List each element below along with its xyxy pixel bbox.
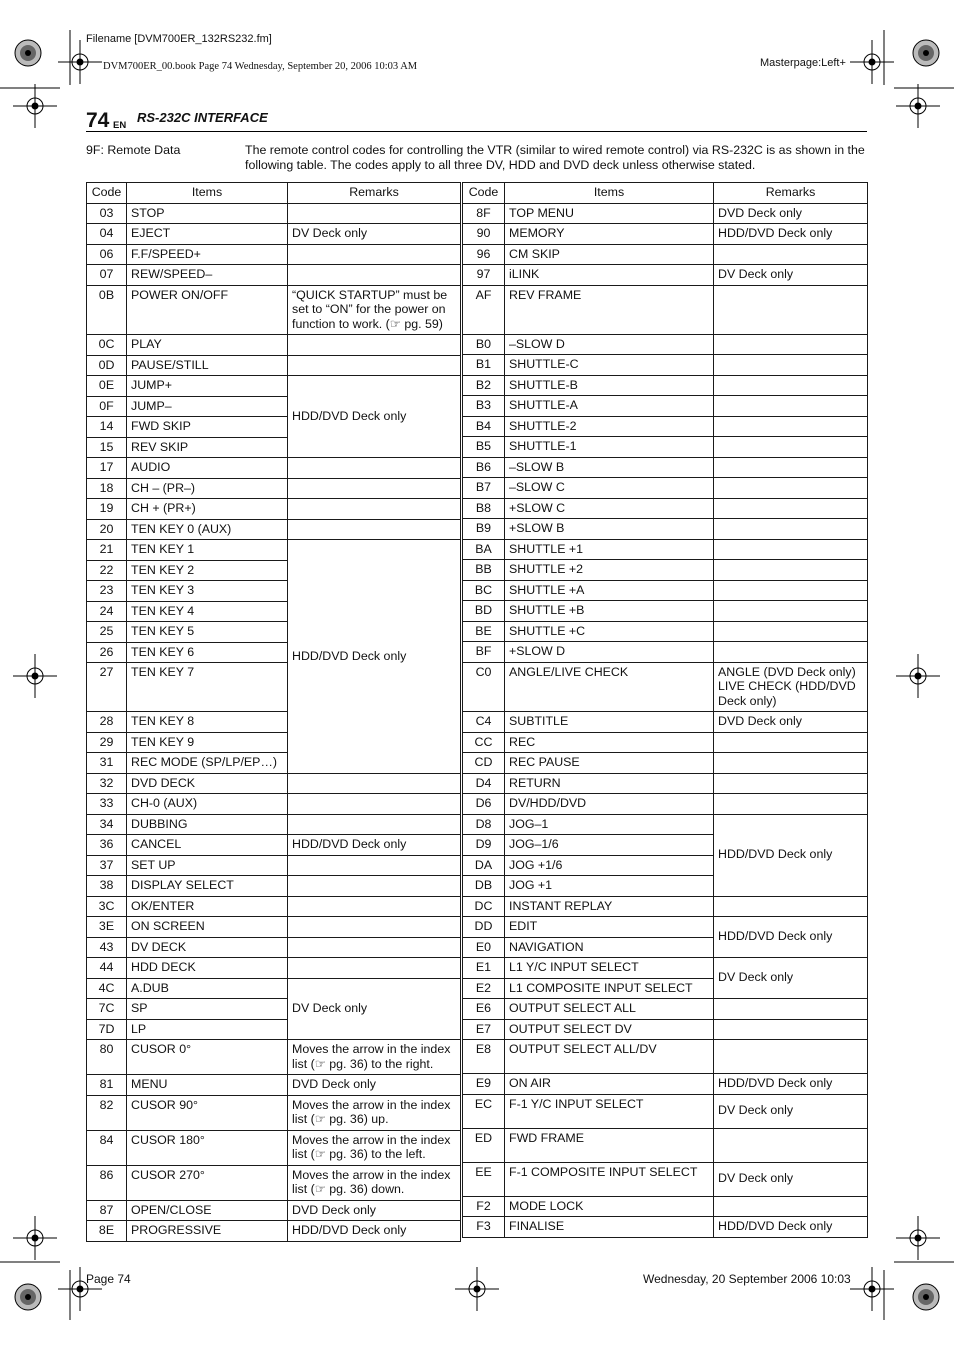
code-cell: 17 — [87, 458, 127, 479]
item-cell: TEN KEY 7 — [127, 663, 288, 712]
remark-cell: DVD Deck only — [288, 1075, 461, 1096]
header-remarks: Remarks — [288, 183, 461, 204]
code-cell: 36 — [87, 835, 127, 856]
remark-cell — [714, 642, 868, 663]
header-code: Code — [87, 183, 127, 204]
item-cell: ON SCREEN — [127, 917, 288, 938]
code-cell: C0 — [463, 662, 505, 712]
code-cell: B9 — [463, 519, 505, 540]
remark-cell: DV Deck only — [714, 1162, 868, 1196]
item-cell: –SLOW D — [505, 334, 714, 355]
remark-cell — [714, 396, 868, 417]
remark-cell — [288, 203, 461, 224]
item-cell: PLAY — [127, 335, 288, 356]
remark-cell: ANGLE (DVD Deck only) LIVE CHECK (HDD/DVD Deck only) — [714, 662, 868, 712]
item-cell: FWD FRAME — [505, 1128, 714, 1162]
code-cell: E9 — [463, 1074, 505, 1095]
header-remarks: Remarks — [714, 183, 868, 204]
item-cell: REV SKIP — [127, 437, 288, 458]
item-cell: TOP MENU — [505, 203, 714, 224]
item-cell: RETURN — [505, 773, 714, 794]
item-cell: iLINK — [505, 265, 714, 286]
remark-cell — [714, 560, 868, 581]
remark-cell: DVD Deck only — [714, 712, 868, 733]
filename-label: Filename [DVM700ER_132RS232.fm] — [86, 33, 272, 45]
code-cell: 44 — [87, 958, 127, 979]
remark-cell: HDD/DVD Deck only — [714, 1074, 868, 1095]
item-cell: –SLOW C — [505, 478, 714, 499]
item-cell: OUTPUT SELECT ALL/DV — [505, 1040, 714, 1074]
masterpage-label: Masterpage:Left+ — [760, 57, 846, 69]
remark-cell — [288, 917, 461, 938]
item-cell: +SLOW D — [505, 642, 714, 663]
code-cell: 90 — [463, 224, 505, 245]
language-tag: EN — [113, 120, 127, 131]
code-cell: B3 — [463, 396, 505, 417]
code-cell: 97 — [463, 265, 505, 286]
item-cell: JOG +1/6 — [505, 855, 714, 876]
page-number: 74 — [86, 109, 110, 132]
item-cell: CH – (PR–) — [127, 478, 288, 499]
code-cell: F3 — [463, 1217, 505, 1238]
item-cell: SP — [127, 999, 288, 1020]
remark-cell: DV Deck only — [288, 224, 461, 245]
remark-cell — [714, 244, 868, 265]
code-cell: 07 — [87, 265, 127, 286]
item-cell: REV FRAME — [505, 285, 714, 334]
code-cell: 81 — [87, 1075, 127, 1096]
code-cell: B2 — [463, 375, 505, 396]
item-cell: SHUTTLE +1 — [505, 539, 714, 560]
code-cell: 27 — [87, 663, 127, 712]
item-cell: SHUTTLE +C — [505, 621, 714, 642]
item-cell: –SLOW B — [505, 457, 714, 478]
code-cell: 20 — [87, 519, 127, 540]
remark-cell — [714, 334, 868, 355]
item-cell: TEN KEY 9 — [127, 732, 288, 753]
item-cell: TEN KEY 1 — [127, 540, 288, 561]
remark-cell: Moves the arrow in the index list (☞ pg. 36) to the right. — [288, 1040, 461, 1075]
code-cell: 03 — [87, 203, 127, 224]
code-cell: 7D — [87, 1019, 127, 1040]
header-code: Code — [463, 183, 505, 204]
code-cell: 19 — [87, 499, 127, 520]
item-cell: TEN KEY 8 — [127, 712, 288, 733]
item-cell: DVD DECK — [127, 773, 288, 794]
section-title: RS-232C INTERFACE — [137, 110, 268, 125]
code-cell: 43 — [87, 937, 127, 958]
remark-cell — [288, 244, 461, 265]
item-cell: L1 COMPOSITE INPUT SELECT — [505, 978, 714, 999]
code-cell: D4 — [463, 773, 505, 794]
code-cell: E7 — [463, 1019, 505, 1040]
code-cell: BD — [463, 601, 505, 622]
code-cell: 18 — [87, 478, 127, 499]
remote-codes-table-left — [86, 182, 461, 1242]
remark-cell — [288, 265, 461, 286]
book-info-line: DVM700ER_00.book Page 74 Wednesday, September 20, 2006 10:03 AM — [103, 61, 418, 72]
code-cell: 26 — [87, 642, 127, 663]
item-cell: A.DUB — [127, 978, 288, 999]
code-cell: 3E — [87, 917, 127, 938]
code-cell: 31 — [87, 753, 127, 774]
code-cell: 21 — [87, 540, 127, 561]
remark-cell: Moves the arrow in the index list (☞ pg. 36) up. — [288, 1095, 461, 1130]
code-cell: B0 — [463, 334, 505, 355]
code-cell: 33 — [87, 794, 127, 815]
remark-cell — [288, 794, 461, 815]
code-cell: DA — [463, 855, 505, 876]
remark-cell — [288, 876, 461, 897]
code-cell: 15 — [87, 437, 127, 458]
code-cell: AF — [463, 285, 505, 334]
code-cell: EC — [463, 1094, 505, 1128]
code-cell: BA — [463, 539, 505, 560]
item-cell: ANGLE/LIVE CHECK — [505, 662, 714, 712]
remark-cell — [714, 896, 868, 917]
remark-cell — [714, 1128, 868, 1162]
code-cell: BB — [463, 560, 505, 581]
remark-cell — [714, 794, 868, 815]
code-cell: 24 — [87, 601, 127, 622]
item-cell: CUSOR 0° — [127, 1040, 288, 1075]
item-cell: MEMORY — [505, 224, 714, 245]
remark-cell — [714, 621, 868, 642]
code-cell: ED — [463, 1128, 505, 1162]
item-cell: OK/ENTER — [127, 896, 288, 917]
remark-cell: DVD Deck only — [714, 203, 868, 224]
item-cell: AUDIO — [127, 458, 288, 479]
remark-cell — [714, 732, 868, 753]
code-cell: C4 — [463, 712, 505, 733]
item-cell: SHUTTLE +A — [505, 580, 714, 601]
remark-cell — [288, 335, 461, 356]
remark-cell — [288, 958, 461, 979]
code-cell: 87 — [87, 1200, 127, 1221]
code-cell: E1 — [463, 958, 505, 979]
remark-cell — [288, 937, 461, 958]
remark-cell — [288, 896, 461, 917]
code-cell: 0D — [87, 355, 127, 376]
code-cell: E6 — [463, 999, 505, 1020]
item-cell: SET UP — [127, 855, 288, 876]
remark-cell: DV Deck only — [714, 265, 868, 286]
item-cell: FWD SKIP — [127, 417, 288, 438]
remark-cell: “QUICK STARTUP” must be set to “ON” for the power on function to work. (☞ pg. 59) — [288, 285, 461, 335]
remark-cell — [714, 457, 868, 478]
code-cell: B7 — [463, 478, 505, 499]
remote-codes-table-right — [462, 182, 868, 1238]
item-cell: REC MODE (SP/LP/EP…) — [127, 753, 288, 774]
item-cell: MENU — [127, 1075, 288, 1096]
item-cell: OPEN/CLOSE — [127, 1200, 288, 1221]
remark-cell — [714, 416, 868, 437]
remark-cell: HDD/DVD Deck only — [714, 1217, 868, 1238]
code-cell: E8 — [463, 1040, 505, 1074]
item-cell: PROGRESSIVE — [127, 1221, 288, 1242]
code-cell: 32 — [87, 773, 127, 794]
remark-cell: DVD Deck only — [288, 1200, 461, 1221]
code-cell: 23 — [87, 581, 127, 602]
item-cell: SHUTTLE-A — [505, 396, 714, 417]
remark-cell — [714, 539, 868, 560]
item-cell: POWER ON/OFF — [127, 285, 288, 335]
remark-cell — [714, 355, 868, 376]
item-cell: CH-0 (AUX) — [127, 794, 288, 815]
item-cell: F-1 Y/C INPUT SELECT — [505, 1094, 714, 1128]
item-cell: PAUSE/STILL — [127, 355, 288, 376]
item-cell: TEN KEY 0 (AUX) — [127, 519, 288, 540]
code-cell: E2 — [463, 978, 505, 999]
item-cell: EJECT — [127, 224, 288, 245]
item-cell: EDIT — [505, 917, 714, 938]
item-cell: TEN KEY 3 — [127, 581, 288, 602]
intro-paragraph: The remote control codes for controlling the VTR (similar to wired remote control) via RS-232C is as shown in the following table. The codes apply to all three DV, HDD and DVD deck unless otherwise stated. — [245, 143, 865, 172]
remark-cell: HDD/DVD Deck only — [288, 835, 461, 856]
code-cell: 7C — [87, 999, 127, 1020]
item-cell: CANCEL — [127, 835, 288, 856]
item-cell: ON AIR — [505, 1074, 714, 1095]
code-cell: D6 — [463, 794, 505, 815]
code-cell: DD — [463, 917, 505, 938]
remark-cell: DV Deck only — [288, 978, 461, 1040]
code-cell: DC — [463, 896, 505, 917]
remark-cell: DV Deck only — [714, 958, 868, 999]
remark-cell — [714, 1019, 868, 1040]
item-cell: OUTPUT SELECT DV — [505, 1019, 714, 1040]
code-cell: 25 — [87, 622, 127, 643]
item-cell: SHUTTLE-2 — [505, 416, 714, 437]
remark-cell: HDD/DVD Deck only — [288, 376, 461, 458]
code-cell: B1 — [463, 355, 505, 376]
footer-date-label: Wednesday, 20 September 2006 10:03 — [643, 1272, 851, 1286]
code-cell: F2 — [463, 1196, 505, 1217]
remark-cell — [288, 355, 461, 376]
code-cell: 0C — [87, 335, 127, 356]
item-cell: +SLOW B — [505, 519, 714, 540]
item-cell: STOP — [127, 203, 288, 224]
code-cell: B8 — [463, 498, 505, 519]
code-cell: 29 — [87, 732, 127, 753]
item-cell: DISPLAY SELECT — [127, 876, 288, 897]
item-cell: DUBBING — [127, 814, 288, 835]
remark-cell — [714, 1040, 868, 1074]
remark-cell — [288, 519, 461, 540]
item-cell: L1 Y/C INPUT SELECT — [505, 958, 714, 979]
header-items: Items — [127, 183, 288, 204]
code-cell: B4 — [463, 416, 505, 437]
remark-cell — [714, 285, 868, 334]
remark-cell: HDD/DVD Deck only — [288, 1221, 461, 1242]
code-cell: 06 — [87, 244, 127, 265]
item-cell: SHUTTLE-B — [505, 375, 714, 396]
code-cell: 0F — [87, 396, 127, 417]
item-cell: DV DECK — [127, 937, 288, 958]
remark-cell — [714, 753, 868, 774]
item-cell: CH + (PR+) — [127, 499, 288, 520]
item-cell: JOG–1 — [505, 814, 714, 835]
code-cell: 04 — [87, 224, 127, 245]
item-cell: JUMP+ — [127, 376, 288, 397]
item-cell: CM SKIP — [505, 244, 714, 265]
remark-cell: HDD/DVD Deck only — [714, 917, 868, 958]
item-cell: HDD DECK — [127, 958, 288, 979]
remark-cell — [714, 437, 868, 458]
code-cell: 37 — [87, 855, 127, 876]
code-cell: D8 — [463, 814, 505, 835]
code-cell: 86 — [87, 1165, 127, 1200]
item-cell: SHUTTLE +B — [505, 601, 714, 622]
remark-cell — [714, 478, 868, 499]
remark-cell: HDD/DVD Deck only — [714, 814, 868, 896]
item-cell: JOG–1/6 — [505, 835, 714, 856]
item-cell: TEN KEY 4 — [127, 601, 288, 622]
code-cell: CD — [463, 753, 505, 774]
remark-cell: HDD/DVD Deck only — [288, 540, 461, 774]
item-cell: DV/HDD/DVD — [505, 794, 714, 815]
code-cell: 28 — [87, 712, 127, 733]
code-cell: 4C — [87, 978, 127, 999]
code-cell: 82 — [87, 1095, 127, 1130]
code-cell: EE — [463, 1162, 505, 1196]
remark-cell — [714, 375, 868, 396]
code-cell: 14 — [87, 417, 127, 438]
remark-cell — [714, 519, 868, 540]
item-cell: MODE LOCK — [505, 1196, 714, 1217]
item-cell: JOG +1 — [505, 876, 714, 897]
footer-page-label: Page 74 — [86, 1272, 131, 1286]
remark-cell — [288, 499, 461, 520]
code-cell: 8F — [463, 203, 505, 224]
code-cell: 34 — [87, 814, 127, 835]
code-cell: B5 — [463, 437, 505, 458]
item-cell: CUSOR 180° — [127, 1130, 288, 1165]
code-cell: 96 — [463, 244, 505, 265]
code-cell: E0 — [463, 937, 505, 958]
item-cell: LP — [127, 1019, 288, 1040]
remark-cell — [288, 478, 461, 499]
item-cell: INSTANT REPLAY — [505, 896, 714, 917]
section-label: 9F: Remote Data — [86, 143, 181, 157]
code-cell: 0E — [87, 376, 127, 397]
code-cell: 80 — [87, 1040, 127, 1075]
code-cell: BF — [463, 642, 505, 663]
remark-cell — [714, 601, 868, 622]
item-cell: JUMP– — [127, 396, 288, 417]
item-cell: SHUTTLE-1 — [505, 437, 714, 458]
code-cell: DB — [463, 876, 505, 897]
remark-cell — [288, 458, 461, 479]
remark-cell — [288, 814, 461, 835]
item-cell: CUSOR 90° — [127, 1095, 288, 1130]
remark-cell — [288, 773, 461, 794]
code-cell: B6 — [463, 457, 505, 478]
header-items: Items — [505, 183, 714, 204]
code-cell: BE — [463, 621, 505, 642]
item-cell: REW/SPEED– — [127, 265, 288, 286]
item-cell: SHUTTLE-C — [505, 355, 714, 376]
remark-cell: Moves the arrow in the index list (☞ pg. 36) to the left. — [288, 1130, 461, 1165]
item-cell: CUSOR 270° — [127, 1165, 288, 1200]
item-cell: F-1 COMPOSITE INPUT SELECT — [505, 1162, 714, 1196]
remark-cell — [288, 855, 461, 876]
item-cell: FINALISE — [505, 1217, 714, 1238]
code-cell: 8E — [87, 1221, 127, 1242]
header-rule — [86, 131, 867, 132]
remark-cell — [714, 498, 868, 519]
remark-cell: Moves the arrow in the index list (☞ pg. 36) down. — [288, 1165, 461, 1200]
item-cell: TEN KEY 5 — [127, 622, 288, 643]
remark-cell: HDD/DVD Deck only — [714, 224, 868, 245]
code-cell: 38 — [87, 876, 127, 897]
remark-cell — [714, 773, 868, 794]
code-cell: D9 — [463, 835, 505, 856]
item-cell: NAVIGATION — [505, 937, 714, 958]
code-cell: BC — [463, 580, 505, 601]
item-cell: REC PAUSE — [505, 753, 714, 774]
item-cell: +SLOW C — [505, 498, 714, 519]
code-cell: 22 — [87, 560, 127, 581]
item-cell: TEN KEY 2 — [127, 560, 288, 581]
code-cell: 0B — [87, 285, 127, 335]
code-cell: 3C — [87, 896, 127, 917]
code-cell: CC — [463, 732, 505, 753]
item-cell: REC — [505, 732, 714, 753]
item-cell: TEN KEY 6 — [127, 642, 288, 663]
item-cell: OUTPUT SELECT ALL — [505, 999, 714, 1020]
code-cell: 84 — [87, 1130, 127, 1165]
item-cell: SHUTTLE +2 — [505, 560, 714, 581]
item-cell: F.F/SPEED+ — [127, 244, 288, 265]
remark-cell: DV Deck only — [714, 1094, 868, 1128]
remark-cell — [714, 580, 868, 601]
remark-cell — [714, 999, 868, 1020]
item-cell: SUBTITLE — [505, 712, 714, 733]
remark-cell — [714, 1196, 868, 1217]
